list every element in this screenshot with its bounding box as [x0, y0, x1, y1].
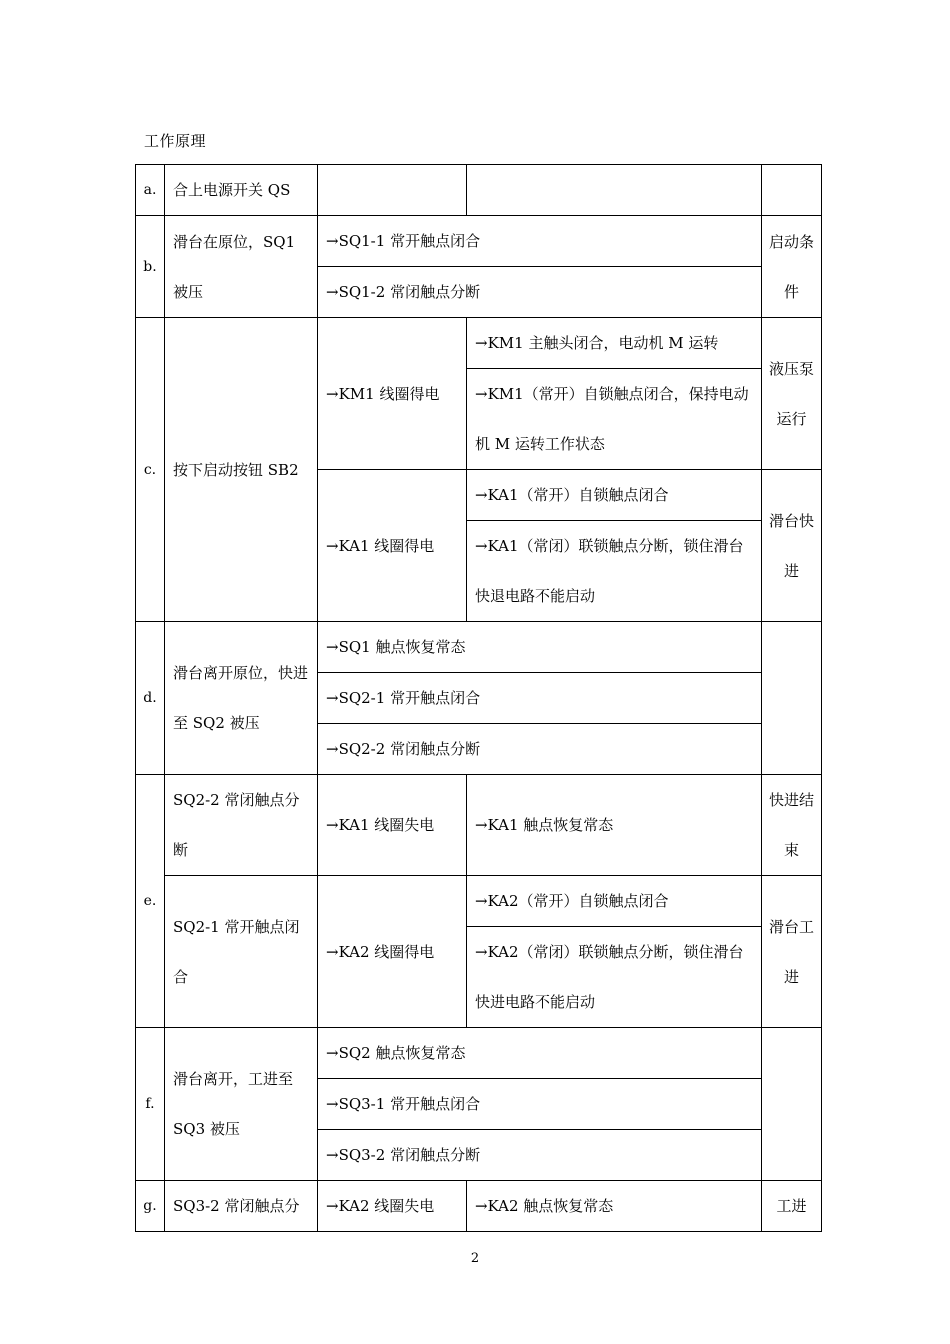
row-label: d.: [136, 622, 165, 775]
effect-cell: →SQ2-2 常闭触点分断: [318, 724, 762, 775]
result-cell: 快进结束: [762, 775, 822, 876]
effect-cell: →KA2（常闭）联锁触点分断，锁住滑台快进电路不能启动: [467, 927, 762, 1028]
action-cell: 按下启动按钮 SB2: [165, 318, 318, 622]
result-cell: 滑台工进: [762, 876, 822, 1028]
effect-cell: →KA1 触点恢复常态: [467, 775, 762, 876]
table-row: [136, 165, 822, 216]
action-cell: 滑台离开原位，快进至 SQ2 被压: [165, 622, 318, 775]
action-cell: SQ3-2 常闭触点分: [165, 1181, 318, 1232]
effect-cell: →KA2 触点恢复常态: [467, 1181, 762, 1232]
effect-cell: →SQ1 触点恢复常态: [318, 622, 762, 673]
coil-cell: →KA1 线圈失电: [318, 775, 467, 876]
working-principle-table: [135, 164, 822, 1232]
coil-cell: →KA2 线圈得电: [318, 876, 467, 1028]
effect-cell: →SQ2 触点恢复常态: [318, 1028, 762, 1079]
effect-cell: →SQ1-1 常开触点闭合: [318, 216, 762, 267]
effect-cell: →SQ3-2 常闭触点分断: [318, 1130, 762, 1181]
table-row: [136, 622, 822, 673]
effect-cell: →KA1（常闭）联锁触点分断，锁住滑台快退电路不能启动: [467, 521, 762, 622]
table-row: [136, 216, 822, 267]
effect-cell: →KM1（常开）自锁触点闭合，保持电动机 M 运转工作状态: [467, 369, 762, 470]
row-label: f.: [136, 1028, 165, 1181]
action-cell: 合上电源开关 QS: [165, 165, 318, 216]
effect-cell: →SQ3-1 常开触点闭合: [318, 1079, 762, 1130]
result-cell: 启动条件: [762, 216, 822, 318]
result-cell: 滑台快进: [762, 470, 822, 622]
empty-cell: [318, 165, 467, 216]
row-label: a.: [136, 165, 165, 216]
coil-cell: →KM1 线圈得电: [318, 318, 467, 470]
coil-cell: →KA2 线圈失电: [318, 1181, 467, 1232]
effect-cell: →SQ2-1 常开触点闭合: [318, 673, 762, 724]
row-label: c.: [136, 318, 165, 622]
row-label: g.: [136, 1181, 165, 1232]
empty-cell: [762, 1028, 822, 1181]
row-label: b.: [136, 216, 165, 318]
result-cell: 工进: [762, 1181, 822, 1232]
action-cell: SQ2-1 常开触点闭合: [165, 876, 318, 1028]
table-row: [136, 318, 822, 369]
effect-cell: →KA2（常开）自锁触点闭合: [467, 876, 762, 927]
effect-cell: →KM1 主触头闭合，电动机 M 运转: [467, 318, 762, 369]
table-row: [136, 1181, 822, 1232]
page-number: 2: [470, 1251, 480, 1266]
row-label: e.: [136, 775, 165, 1028]
table-row: [136, 1028, 822, 1079]
empty-cell: [467, 165, 762, 216]
empty-cell: [762, 165, 822, 216]
effect-cell: →SQ1-2 常闭触点分断: [318, 267, 762, 318]
result-cell: 液压泵运行: [762, 318, 822, 470]
action-cell: 滑台离开，工进至 SQ3 被压: [165, 1028, 318, 1181]
coil-cell: →KA1 线圈得电: [318, 470, 467, 622]
empty-cell: [762, 622, 822, 775]
effect-cell: →KA1（常开）自锁触点闭合: [467, 470, 762, 521]
action-cell: SQ2-2 常闭触点分断: [165, 775, 318, 876]
section-title: 工作原理: [144, 132, 207, 150]
action-cell: 滑台在原位，SQ1 被压: [165, 216, 318, 318]
table-row: [136, 876, 822, 927]
